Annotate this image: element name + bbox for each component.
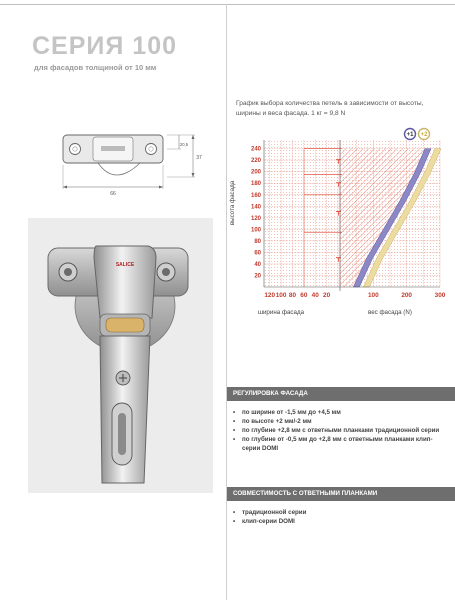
list-item: • по глубине от -0,5 мм до +2,8 мм с ответными планками клип-серии DOMI (233, 436, 448, 454)
y-tick-labels (251, 147, 262, 280)
y-tick-label: 60 (254, 250, 261, 257)
weight-tick-labels (368, 292, 446, 299)
dim-height-label: 37 (196, 155, 202, 161)
width-tick-label: 20 (323, 292, 331, 299)
width-tick-label: 40 (311, 292, 319, 299)
hinge-selection-chart (228, 125, 453, 325)
y-tick-label: 220 (250, 158, 261, 165)
dim-small-label: 20,5 (179, 142, 189, 147)
list-item: • по высоте +2 мм/-2 мм (233, 418, 448, 427)
weight-tick-label: 300 (434, 292, 446, 299)
adjustment-heading: РЕГУЛИРОВКА ФАСАДА (227, 387, 455, 401)
top-rule (0, 4, 455, 5)
width-tick-label: 80 (288, 292, 297, 299)
y-tick-label: 140 (250, 204, 261, 211)
width-tick-labels (264, 292, 330, 299)
chart-caption: График выбора количества петель в зависимости от высоты, ширины и веса фасада. 1 кг = 9,8 N (236, 100, 424, 117)
dim-width-label: 66 (110, 191, 116, 197)
column-divider (226, 4, 227, 600)
hinge-technical-drawing (55, 125, 205, 207)
hinge-photo (28, 218, 213, 493)
width-axis-label: ширина фасада (258, 309, 305, 316)
y-tick-label: 120 (250, 215, 261, 222)
weight-tick-label: 200 (401, 292, 413, 299)
legend-label: +1 (406, 132, 414, 139)
width-tick-label: 100 (275, 292, 287, 299)
y-tick-label: 200 (250, 169, 261, 176)
list-item: • традиционной серии (233, 509, 448, 518)
chart-legend (405, 129, 430, 140)
width-tick-label: 60 (300, 292, 308, 299)
y-tick-label: 40 (254, 261, 261, 268)
weight-tick-label: 100 (367, 292, 379, 299)
y-axis-label: высота фасада (229, 180, 236, 226)
list-item: • по глубине +2,8 мм с ответными планками традиционной серии (233, 427, 448, 436)
y-tick-label: 160 (250, 192, 261, 199)
legend-label: +2 (420, 132, 428, 139)
page-subtitle: для фасадов толщиной от 10 мм (34, 63, 157, 72)
cabinet-hinge-photo-icon (28, 218, 213, 493)
width-tick-label: 120 (264, 292, 276, 299)
compatibility-heading: СОВМЕСТИМОСТЬ С ОТВЕТНЫМИ ПЛАНКАМИ (227, 487, 455, 501)
y-tick-label: 180 (250, 181, 261, 188)
y-tick-label: 80 (254, 238, 261, 245)
weight-axis-label: вес фасада (N) (368, 309, 412, 316)
y-tick-label: 100 (250, 227, 261, 234)
page-title: СЕРИЯ 100 (32, 32, 177, 60)
y-tick-label: 240 (250, 146, 261, 153)
compatibility-list (233, 509, 448, 527)
adjustment-list (233, 409, 448, 454)
brand-mark: SALICE (115, 262, 135, 268)
list-item: • клип-серии DOMI (233, 518, 448, 527)
y-tick-label: 20 (254, 273, 261, 280)
list-item: • по ширине от -1,5 мм до +4,5 мм (233, 409, 448, 418)
